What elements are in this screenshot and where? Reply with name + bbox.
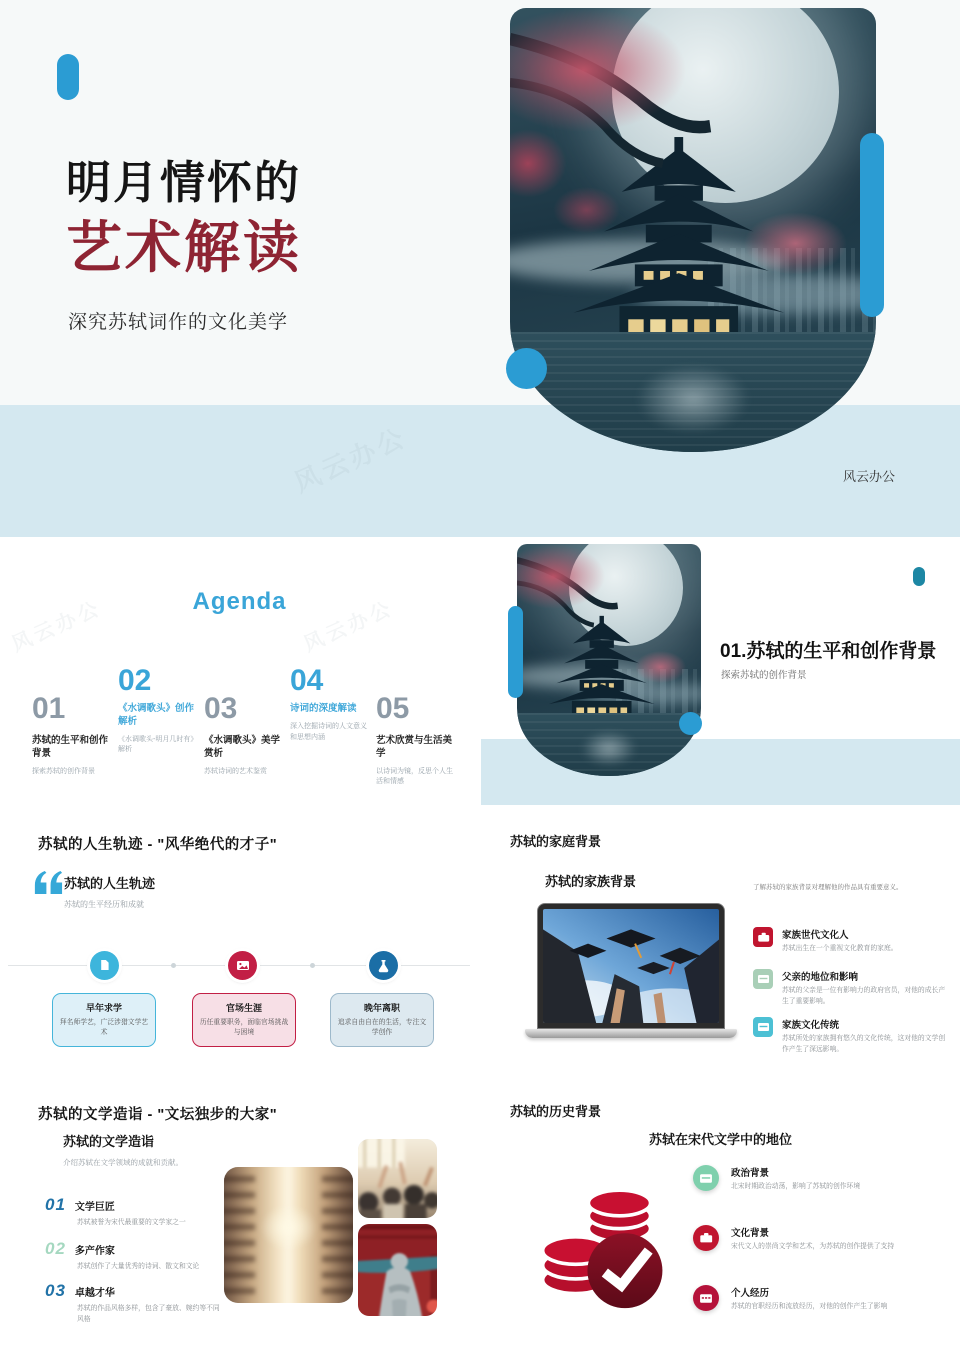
history-item-title: 文化背景 <box>731 1228 770 1239</box>
slide-header: 苏轼的家庭背景 <box>510 834 602 849</box>
agenda-item-title: 苏轼的生平和创作背景 <box>32 735 109 759</box>
agenda-item-desc: 《水调歌头-明月几时有》解析 <box>118 735 198 754</box>
family-item <box>753 927 951 955</box>
history-item <box>693 1285 945 1313</box>
item-desc: 苏轼的作品风格多样，包含了豪放、婉约等不同风格 <box>77 1305 220 1323</box>
deco-pill <box>57 54 79 100</box>
family-item-title: 家族文化传统 <box>782 1020 840 1031</box>
card-icon <box>693 1165 719 1191</box>
library-photo <box>224 1167 353 1303</box>
watermark: 风云办公 <box>300 597 398 657</box>
agenda-number: 01 <box>32 692 66 725</box>
agenda-item-desc: 探索苏轼的创作背景 <box>32 767 95 775</box>
document-icon <box>90 951 119 980</box>
agenda-item-title: 艺术欣赏与生活美学 <box>376 735 453 759</box>
cover-title-line2: 艺术解读 <box>66 216 302 279</box>
item-number: 02 <box>45 1239 66 1258</box>
family-item-title: 家族世代文化人 <box>782 930 849 941</box>
slide-header: 苏轼的人生轨迹 - "风华绝代的才子" <box>38 837 278 853</box>
briefcase-icon <box>753 927 773 947</box>
family-item <box>753 1017 951 1056</box>
classroom-photo <box>358 1139 437 1218</box>
stage-title: 早年求学 <box>85 1003 122 1013</box>
stage-desc: 历任重要职务，面临官场挑战与困境 <box>199 1019 289 1037</box>
section-title: 01.苏轼的生平和创作背景 <box>720 641 937 662</box>
laptop-screen <box>537 903 725 1029</box>
image-icon <box>228 951 257 980</box>
item-desc: 苏轼被誉为宋代最重要的文学家之一 <box>77 1219 186 1226</box>
family-item-desc: 苏轼的父亲是一位有影响力的政府官员，对他的成长产生了重要影响。 <box>782 987 946 1005</box>
deco-pill <box>508 606 523 698</box>
history-item <box>693 1165 945 1193</box>
stage-desc: 追求自由自在的生活，专注文学创作 <box>337 1019 427 1037</box>
slide-history[interactable] <box>481 1077 960 1352</box>
item-number: 03 <box>45 1281 66 1300</box>
block-title: 苏轼的人生轨迹 <box>64 876 156 891</box>
cover-subtitle: 深究苏轼词作的文化美学 <box>68 312 289 333</box>
slide-family[interactable] <box>481 807 960 1073</box>
flask-icon <box>369 951 398 980</box>
history-item-desc: 北宋时期政治动荡，影响了苏轼的创作环境 <box>731 1183 861 1190</box>
deco-pill <box>913 567 925 586</box>
item-title: 卓越才华 <box>74 1288 115 1299</box>
block-subtitle: 介绍苏轼在文学领域的成就和贡献。 <box>63 1158 183 1167</box>
quote-icon <box>33 871 65 894</box>
agenda-number: 04 <box>290 664 324 697</box>
slide-life-track[interactable] <box>0 807 479 1073</box>
family-item <box>753 969 951 1008</box>
agenda-number: 05 <box>376 692 410 725</box>
agenda-item <box>118 666 204 756</box>
literary-item <box>45 1195 225 1229</box>
card-icon <box>693 1285 719 1311</box>
agenda-item-desc: 深入挖掘诗词的人文意义和思想内涵 <box>290 722 367 741</box>
stage-desc: 拜名师学艺，广泛涉猎文学艺术 <box>59 1019 149 1037</box>
laptop-base <box>525 1029 737 1038</box>
brand-label: 风云办公 <box>843 469 896 484</box>
watermark: 风云办公 <box>8 597 106 657</box>
block-title: 苏轼的家族背景 <box>545 874 637 889</box>
history-item-desc: 苏轼的官职经历和流放经历，对他的创作产生了影响 <box>731 1303 888 1310</box>
family-item-desc: 苏轼所处的家族拥有悠久的文化传统，这对他的文学创作产生了深远影响。 <box>782 1035 946 1053</box>
briefcase-icon <box>693 1225 719 1251</box>
note-text: 了解苏轼的家族背景对理解他的作品具有重要意义。 <box>753 884 903 891</box>
agenda-item-title: 《水调歌头》创作解析 <box>118 703 195 727</box>
agenda-item <box>32 694 118 777</box>
card-icon <box>753 969 773 989</box>
history-item-title: 个人经历 <box>731 1288 770 1299</box>
stage-card <box>52 993 156 1047</box>
agenda-item <box>376 694 462 788</box>
block-title: 苏轼的文学造诣 <box>63 1134 155 1149</box>
stage-title: 晚年离职 <box>363 1003 400 1013</box>
laptop-photo <box>525 903 737 1038</box>
slide-cover[interactable] <box>0 0 960 537</box>
stage-card <box>192 993 296 1047</box>
stage-card <box>330 993 434 1047</box>
agenda-number: 03 <box>204 692 238 725</box>
stage-title: 官场生涯 <box>225 1003 262 1013</box>
family-item-title: 父亲的地位和影响 <box>782 972 859 983</box>
item-desc: 苏轼创作了大量优秀的诗词、散文和文论 <box>77 1263 200 1270</box>
section-subtitle: 探索苏轼的创作背景 <box>721 670 807 681</box>
block-subtitle: 苏轼的生平经历和成就 <box>64 900 144 909</box>
slide-section-01[interactable] <box>481 540 960 805</box>
deco-pill <box>860 133 884 317</box>
agenda-item-desc: 苏轼诗词的艺术鉴赏 <box>204 767 267 775</box>
slide-agenda[interactable] <box>0 540 479 805</box>
slide-literary[interactable] <box>0 1077 479 1352</box>
history-item-desc: 宋代文人的崇尚文学和艺术，为苏轼的创作提供了支持 <box>731 1243 895 1250</box>
agenda-item-desc: 以诗词为镜，反思个人生活和情感 <box>376 767 453 786</box>
agenda-item <box>204 694 290 777</box>
family-item-desc: 苏轼出生在一个重视文化教育的家庭。 <box>782 945 898 952</box>
literary-item <box>45 1281 225 1326</box>
pagoda-night-photo <box>517 544 701 776</box>
history-item <box>693 1225 945 1253</box>
agenda-number: 02 <box>118 664 152 697</box>
item-title: 文学巨匠 <box>74 1202 115 1213</box>
pagoda-night-photo <box>510 8 876 452</box>
card-icon <box>753 1017 773 1037</box>
slide-header: 苏轼的历史背景 <box>510 1104 602 1119</box>
history-item-title: 政治背景 <box>731 1168 770 1179</box>
agenda-title: Agenda <box>192 588 287 615</box>
statue-photo <box>358 1224 437 1316</box>
literary-item <box>45 1239 225 1273</box>
deco-circle <box>506 348 547 389</box>
agenda-item <box>290 666 376 744</box>
cover-title-line1: 明月情怀的 <box>66 157 302 208</box>
item-title: 多产作家 <box>74 1246 115 1257</box>
item-number: 01 <box>45 1195 66 1214</box>
slide-header: 苏轼的文学造诣 - "文坛独步的大家" <box>38 1107 278 1123</box>
deco-circle <box>679 712 702 735</box>
agenda-item-title: 《水调歌头》美学赏析 <box>204 735 281 759</box>
block-title: 苏轼在宋代文学中的地位 <box>648 1132 792 1147</box>
agenda-items <box>32 666 462 788</box>
coins-check-illustration <box>539 1177 667 1315</box>
agenda-item-title: 诗词的深度解读 <box>290 703 357 714</box>
